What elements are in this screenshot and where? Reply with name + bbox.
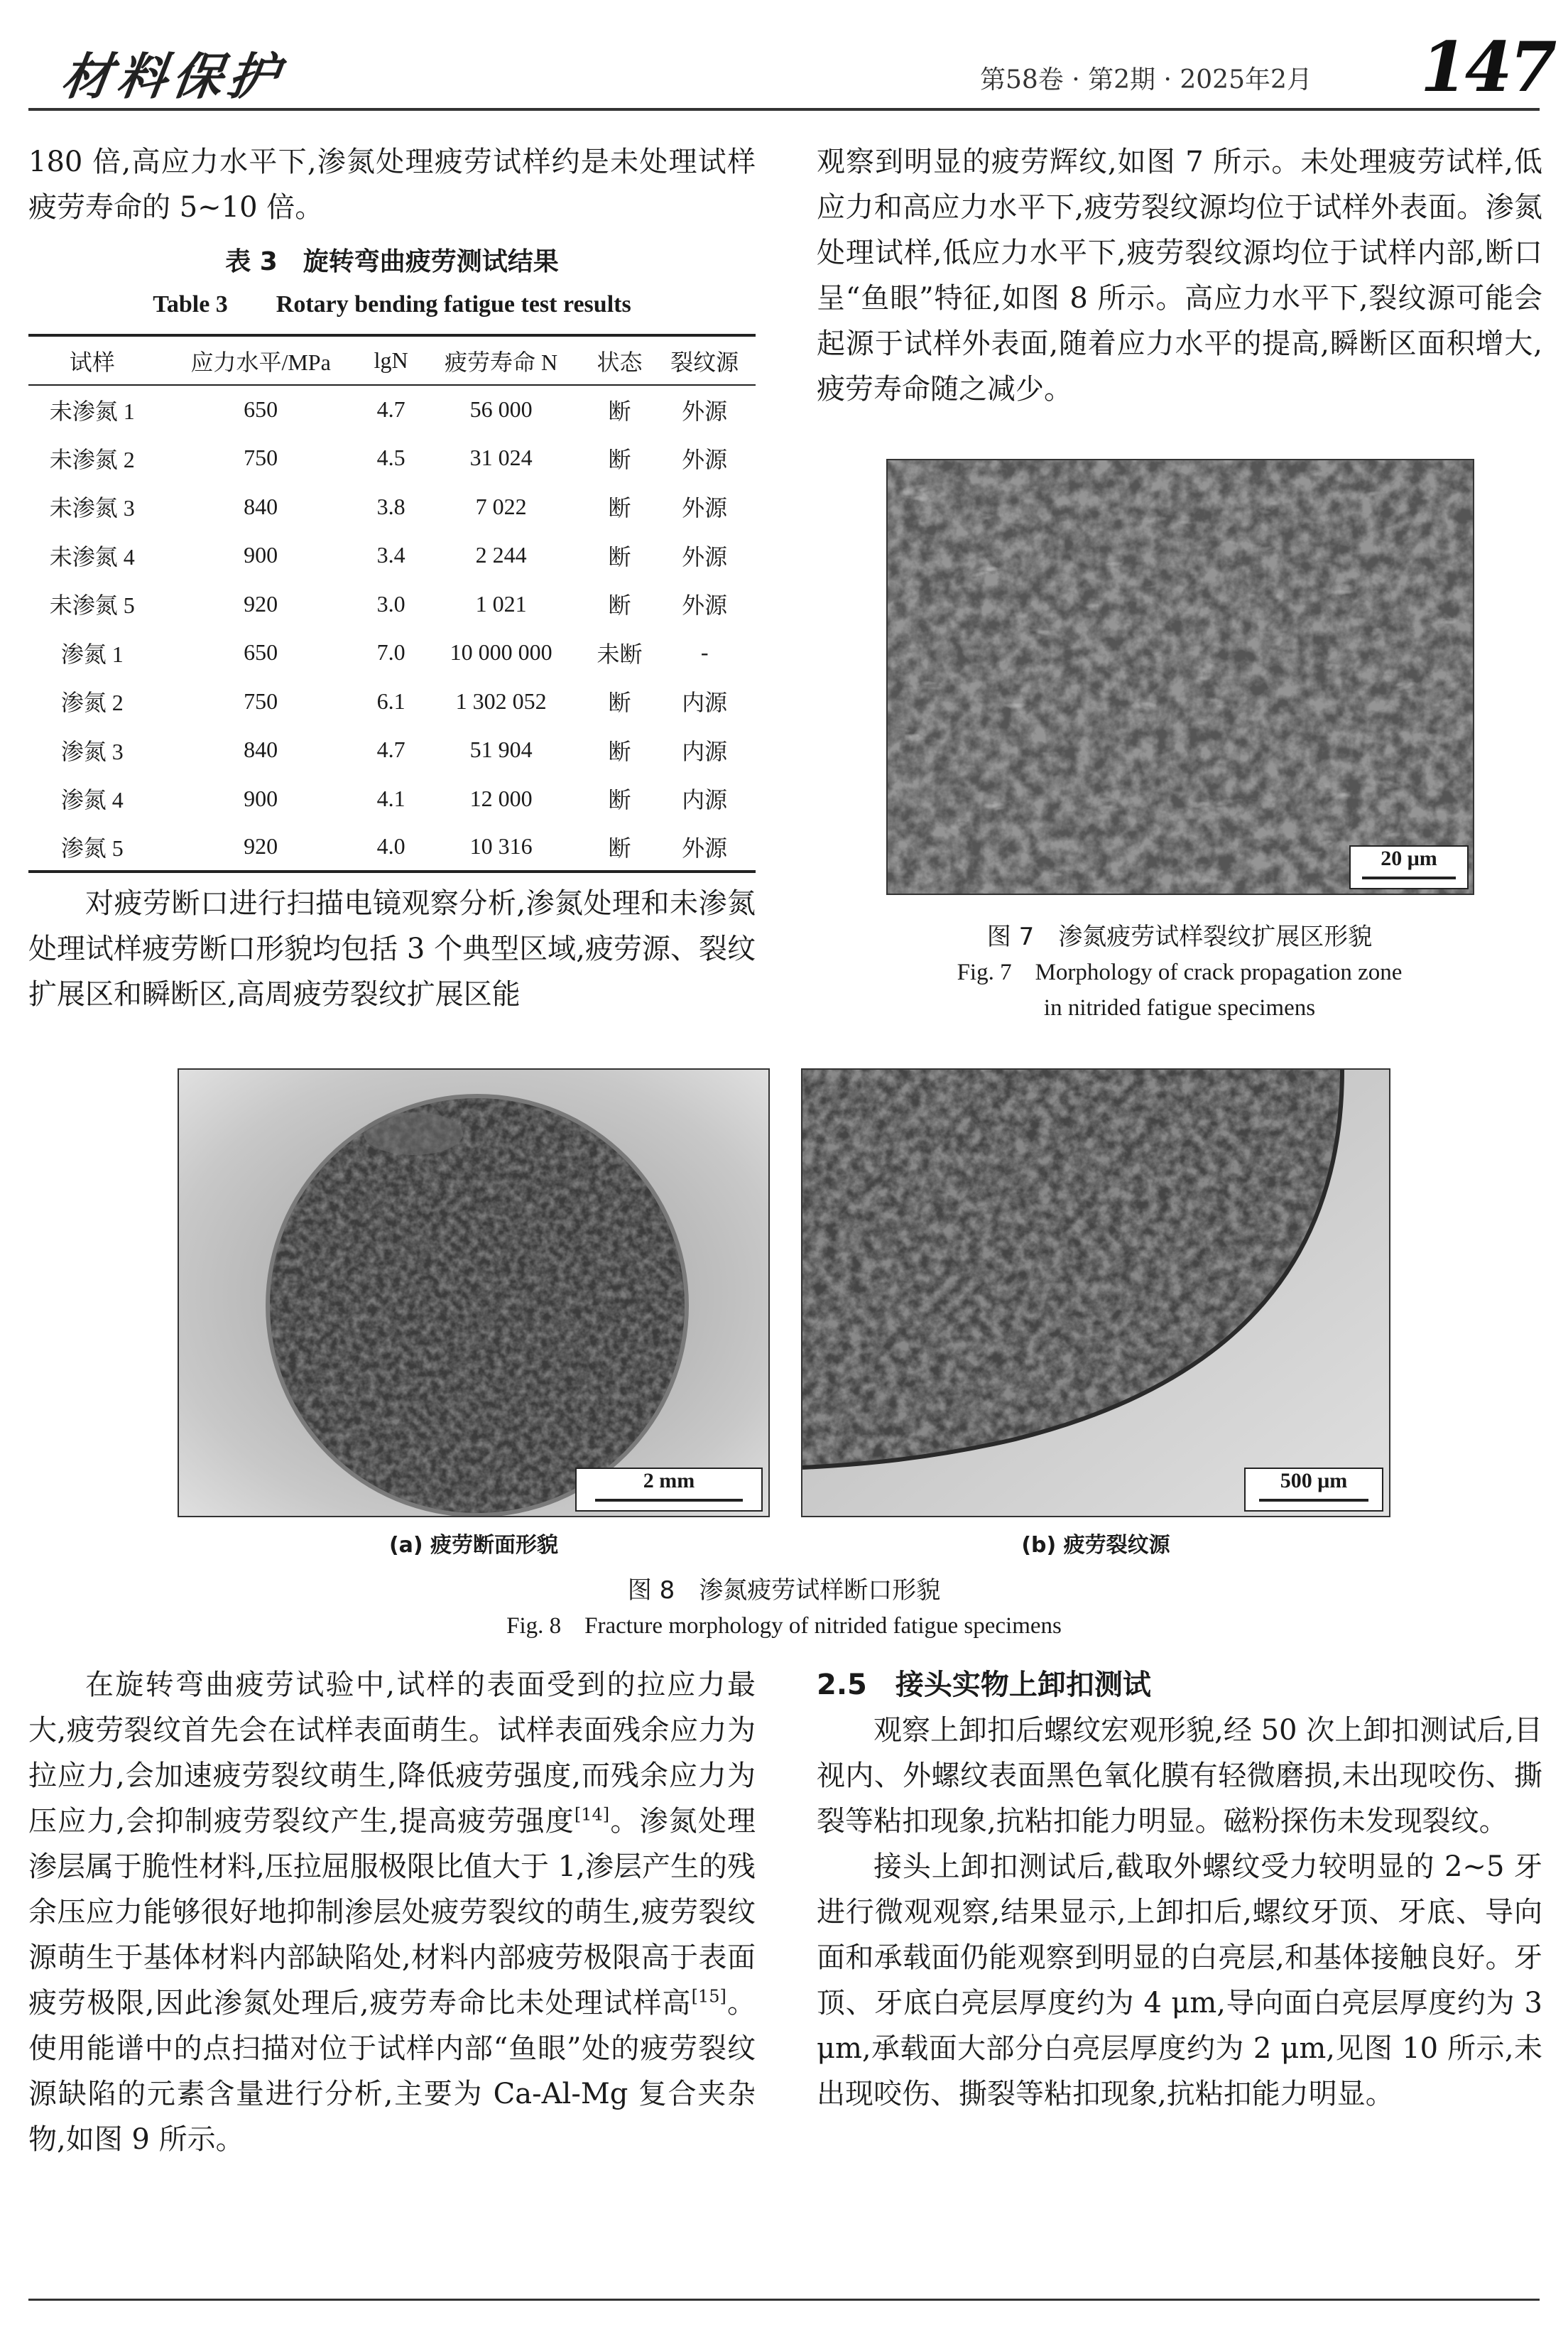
table-header-cell: 状态 (597, 349, 643, 375)
table-cell: 断 (608, 787, 631, 813)
table-cell: 56 000 (469, 396, 533, 423)
table-row (28, 629, 756, 678)
table-cell: 6.1 (376, 688, 405, 714)
table-cell: 2 244 (475, 542, 527, 568)
table-cell: 3.8 (376, 493, 405, 519)
table-cell: 外源 (682, 543, 728, 570)
table-cell: - (700, 639, 709, 666)
table-cell: 31 024 (469, 445, 533, 471)
table-row (28, 385, 756, 434)
table-cell: 750 (244, 445, 278, 471)
fig8b-label: (b) 疲劳裂纹源 (1021, 1533, 1170, 1558)
table-cell: 渗氮 5 (60, 835, 124, 861)
fig7-scale-bar (1349, 845, 1469, 889)
issue-info: 第58卷 · 第2期 · 2025年2月 (980, 65, 1312, 94)
footer-rule (28, 2299, 1540, 2301)
table-cell: 10 316 (469, 833, 533, 859)
table-cell: 900 (244, 542, 278, 568)
table-cell: 断 (608, 446, 631, 472)
table-cell: 4.7 (376, 396, 405, 423)
fig8-caption (28, 1573, 1540, 1644)
table-cell: 断 (608, 398, 631, 424)
fig7-caption-cn: 图 7 渗氮疲劳试样裂纹扩展区形貌 (986, 923, 1373, 951)
right-column-top (817, 139, 1542, 412)
table-row (28, 434, 756, 483)
table-row (28, 677, 756, 726)
table-row (28, 774, 756, 823)
fig8-caption-en: Fig. 8 Fracture morphology of nitrided fatigue specimens (506, 1613, 1062, 1639)
page-number: 147 (1420, 27, 1555, 107)
table-cell: 920 (244, 590, 278, 617)
table-row (28, 726, 756, 775)
table-cell: 未渗氮 4 (49, 543, 135, 570)
left-column-intro (28, 139, 756, 230)
journal-logo: 材料保护 (58, 47, 288, 106)
table-row (28, 482, 756, 531)
table-cell: 内源 (682, 690, 728, 716)
table-cell: 未渗氮 2 (49, 446, 135, 472)
table-cell: 渗氮 4 (60, 787, 124, 813)
table-cell: 内源 (682, 738, 728, 764)
table-cell: 渗氮 1 (60, 641, 124, 667)
left-column-bottom (28, 1662, 756, 2162)
fig7-caption-en-1: Fig. 7 Morphology of crack propagation zone (957, 960, 1403, 985)
right-column-bottom (817, 1662, 1542, 2117)
table-header-cell: lgN (374, 347, 408, 373)
table-cell: 断 (608, 592, 631, 619)
table3-caption-en: Table 3 Rotary bending fatigue test results (153, 291, 631, 318)
paragraph-part: 。渗氮处理渗层属于脆性材料,压拉屈服极限比值大于 1,渗层产生的残余压应力能够很好地抑制渗层处疲劳裂纹的萌生,疲劳裂纹源萌生于基体材料内部缺陷处,材料内部疲劳极限高于表面疲劳极限,因此渗氮处理后,疲劳寿命比未处理试样高 (28, 1805, 756, 2019)
table-header-cell: 疲劳寿命 N (445, 349, 558, 375)
table-cell: 未断 (597, 641, 643, 667)
table-cell: 未渗氮 3 (49, 495, 135, 521)
table-cell: 外源 (682, 835, 728, 861)
table-cell: 渗氮 3 (60, 738, 124, 764)
table-cell: 外源 (682, 446, 728, 472)
table-cell: 外源 (682, 495, 728, 521)
table-body (28, 385, 756, 872)
page-header (28, 27, 1555, 107)
table-cell: 650 (244, 396, 278, 423)
citation-14[interactable]: [14] (574, 1804, 610, 1825)
table-cell: 840 (244, 737, 278, 763)
fig8a-sem-image (178, 1068, 770, 1517)
table-cell: 未渗氮 1 (49, 398, 135, 424)
table-cell: 渗氮 2 (60, 690, 124, 716)
table-cell: 900 (244, 785, 278, 811)
paragraph-part: 。使用能谱中的点扫描对位于试样内部“鱼眼”处的疲劳裂纹源缺陷的元素含量进行分析,主要为 Ca-Al-Mg 复合夹杂物,如图 9 所示。 (28, 1987, 756, 2156)
table-cell: 12 000 (469, 785, 533, 811)
section-heading: 2.5 接头实物上卸扣测试 (817, 1669, 1151, 1701)
table-cell: 4.5 (376, 445, 405, 471)
fig8a-scale-label: 2 mm (643, 1469, 695, 1492)
fig8a-label: (a) 疲劳断面形貌 (388, 1533, 559, 1558)
table-row (28, 823, 756, 872)
table-cell: 650 (244, 639, 278, 666)
table-cell: 未渗氮 5 (49, 592, 135, 619)
table-cell: 断 (608, 495, 631, 521)
table-cell: 7.0 (376, 639, 405, 666)
table3 (28, 334, 756, 873)
table-cell: 4.1 (376, 785, 405, 811)
table-cell: 外源 (682, 398, 728, 424)
fig8b-scale-bar (1244, 1468, 1383, 1512)
table-cell: 1 021 (475, 590, 527, 617)
table-cell: 3.0 (376, 590, 405, 617)
table-header-cell: 裂纹源 (670, 349, 739, 375)
sem-analysis-paragraph: 对疲劳断口进行扫描电镜观察分析,渗氮处理和未渗氮处理试样疲劳断口形貌均包括 3 个典型区域,疲劳源、裂纹扩展区和瞬断区,高周疲劳裂纹扩展区能 (28, 887, 756, 1011)
left-column-mid (28, 881, 756, 1017)
fig8-caption-cn: 图 8 渗氮疲劳试样断口形貌 (627, 1576, 941, 1605)
table3-caption-cn: 表 3 旋转弯曲疲劳测试结果 (225, 247, 559, 276)
table-cell: 断 (608, 738, 631, 764)
fig7-sem-image (886, 459, 1474, 895)
fig7-scale-label: 20 μm (1381, 847, 1437, 870)
table-cell: 920 (244, 833, 278, 859)
table-cell: 4.7 (376, 737, 405, 763)
fig7-texture (888, 460, 1474, 895)
residual-stress-paragraph (28, 1662, 756, 2162)
table-cell: 断 (608, 690, 631, 716)
table-cell: 断 (608, 543, 631, 570)
table-cell: 外源 (682, 592, 728, 619)
intro-paragraph: 180 倍,高应力水平下,渗氮处理疲劳试样约是未处理试样疲劳寿命的 5~10 倍。 (28, 146, 756, 224)
table-cell: 4.0 (376, 833, 405, 859)
table-cell: 3.4 (376, 542, 405, 568)
table-cell: 1 302 052 (455, 688, 547, 714)
table-cell: 7 022 (475, 493, 527, 519)
makeup-test-paragraph-1: 观察上卸扣后螺纹宏观形貌,经 50 次上卸扣测试后,目视内、外螺纹表面黑色氧化膜有轻微磨损,未出现咬伤、撕裂等粘扣现象,抗粘扣能力明显。磁粉探伤未发现裂纹。 (817, 1714, 1542, 1838)
table-cell: 750 (244, 688, 278, 714)
fig8b-texture (802, 1070, 1390, 1517)
table-header-row (28, 335, 756, 385)
table-header-cell: 应力水平/MPa (190, 349, 331, 375)
fig8a-scale-bar (575, 1468, 763, 1512)
paragraph-part: 在旋转弯曲疲劳试验中,试样的表面受到的拉应力最大,疲劳裂纹首先会在试样表面萌生。试样表面残余应力为拉应力,会加速疲劳裂纹萌生,降低疲劳强度,而残余应力为压应力,会抑制疲劳裂纹产生,提高疲劳强度 (28, 1669, 756, 1838)
fig8a-texture (179, 1070, 770, 1517)
makeup-test-paragraph-2: 接头上卸扣测试后,截取外螺纹受力较明显的 2~5 牙进行微观观察,结果显示,上卸扣后,螺纹牙顶、牙底、导向面和承载面仍能观察到明显的白亮层,和基体接触良好。牙顶、牙底白亮层厚度约为 4 μm,导向面白亮层厚度约为 3 μm,承载面大部分白亮层厚度约为 2 μm,见图 10 所示,未出现咬伤、撕裂等粘扣现象,抗粘扣能力明显。 (817, 1850, 1542, 2110)
fig7-caption-en-2: in nitrided fatigue specimens (1043, 995, 1316, 1021)
header-rule (28, 108, 1540, 111)
fig7-caption (817, 919, 1542, 1026)
table-cell: 内源 (682, 787, 728, 813)
fig8b-sem-image (801, 1068, 1390, 1517)
table-header-cell: 试样 (69, 349, 115, 375)
table-cell: 10 000 000 (450, 639, 552, 666)
table-cell: 断 (608, 835, 631, 861)
striation-paragraph: 观察到明显的疲劳辉纹,如图 7 所示。未处理疲劳试样,低应力和高应力水平下,疲劳裂纹源均位于试样外表面。渗氮处理试样,低应力水平下,疲劳裂纹源均位于试样内部,断口呈“鱼眼”特征,如图 8 所示。高应力水平下,裂纹源可能会起源于试样外表面,随着应力水平的提高,瞬断区面积增大,疲劳寿命随之减少。 (817, 146, 1542, 406)
table-cell: 840 (244, 493, 278, 519)
fig8b-scale-label: 500 μm (1280, 1469, 1348, 1492)
table-cell: 51 904 (469, 737, 533, 763)
fatigue-results-table (28, 334, 756, 873)
table-row (28, 580, 756, 629)
table-row (28, 531, 756, 580)
citation-15[interactable]: [15] (691, 1986, 726, 2007)
